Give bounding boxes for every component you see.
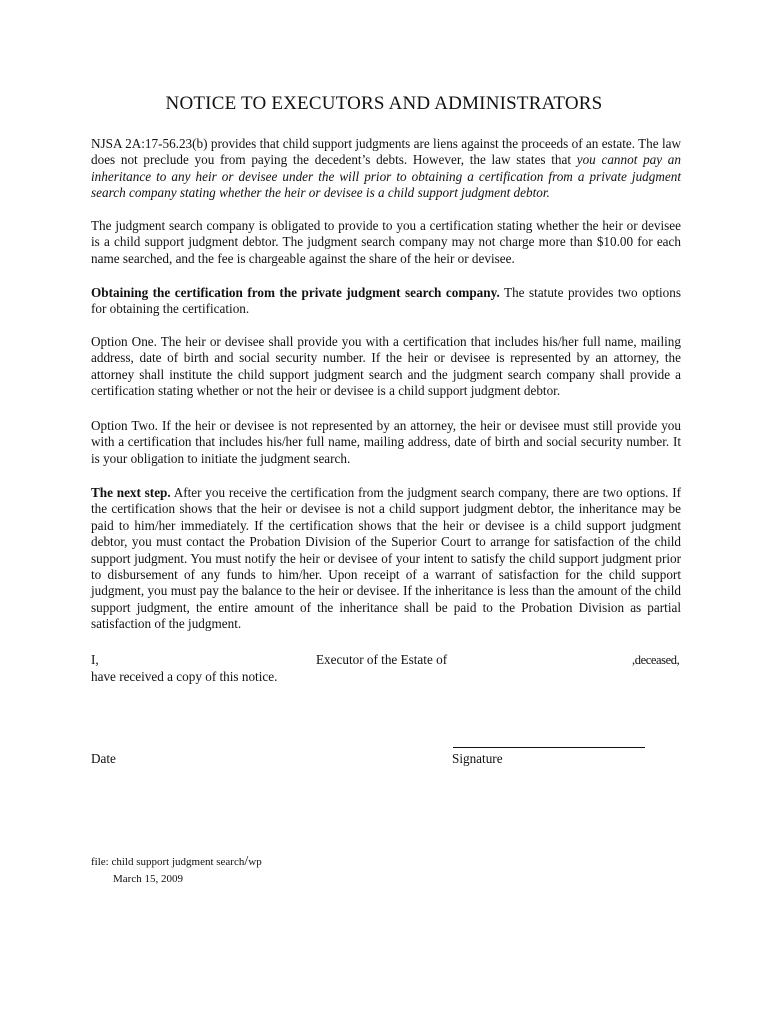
signature-label: Signature (452, 751, 503, 766)
file-slash: / (244, 854, 249, 869)
file-date: March 15, 2009 (113, 873, 183, 885)
paragraph-search-company: The judgment search company is obligated to provide to you a certification stating whether the heir or devisee is a child support judgment debtor. The judgment search company may not charge more than $10.00 for each name searched, and the fee is chargeable against the share of the heir or devisee. (91, 218, 681, 266)
paragraph-statute (91, 136, 681, 202)
file-prefix: file: child support judgment search (91, 856, 245, 868)
next-step-heading: The next step. (91, 485, 171, 500)
file-reference (91, 855, 262, 869)
statute-text: NJSA 2A:17-56.23(b) provides that child support judgments are liens against the proceeds of an estate. The law does not preclude you from paying the decedent’s debts. However, the law states that (91, 136, 681, 168)
file-suffix: wp (248, 856, 262, 868)
page-title: NOTICE TO EXECUTORS AND ADMINISTRATORS (165, 93, 603, 114)
paragraph-next-step (91, 485, 681, 633)
signature-line (453, 747, 645, 748)
declaration-executor-label: Executor of the Estate of (316, 652, 448, 667)
obtaining-text: The statute provides two options for obtaining the certification. (91, 285, 681, 317)
declaration-deceased-label: ,deceased, (632, 653, 680, 667)
paragraph-option-one: Option One. The heir or devisee shall provide you with a certification that includes his/her full name, mailing address, date of birth and social security number. If the heir or devisee is represented by an attorney, the attorney shall institute the child support judgment search and the judgment search company shall provide a certification stating whether or not the heir or devisee is a child support judgment debtor. (91, 334, 681, 399)
declaration-received-text: have received a copy of this notice. (91, 669, 278, 684)
declaration-i: I, (91, 652, 99, 667)
obtaining-heading: Obtaining the certification from the private judgment search company. (91, 285, 500, 300)
paragraph-option-two: Option Two. If the heir or devisee is not represented by an attorney, the heir or devisee must still provide you with a certification that includes his/her full name, mailing address, date of birth and social security number. It is your obligation to initiate the judgment search. (91, 418, 681, 466)
statute-italic-text: you cannot pay an inheritance to any heir or devisee under the will prior to obtaining a certification from a private judgment search company stating whether the heir or devisee is a child support judgment debtor. (91, 152, 681, 201)
paragraph-obtaining-certification (91, 285, 681, 318)
next-step-text: After you receive the certification from the judgment search company, there are two options. If the certification shows that the heir or devisee is not a child support judgment debtor, the inheritance may be paid to him/her immediately. If the certification shows that the heir or devisee is a child support judgment debtor, you must contact the Probation Division of the Superior Court to arrange for satisfaction of the child support judgment. You must notify the heir or devisee of your intent to satisfy the child support judgment prior to disbursement of any funds to him/her. Upon receipt of a warrant of satisfaction for the child support judgment, you must pay the balance to the heir or devisee. If the inheritance is less than the amount of the child support judgment, the entire amount of the inheritance shall be paid to the Probation Division as partial satisfaction of the judgment. (91, 485, 681, 632)
date-label: Date (91, 751, 116, 766)
